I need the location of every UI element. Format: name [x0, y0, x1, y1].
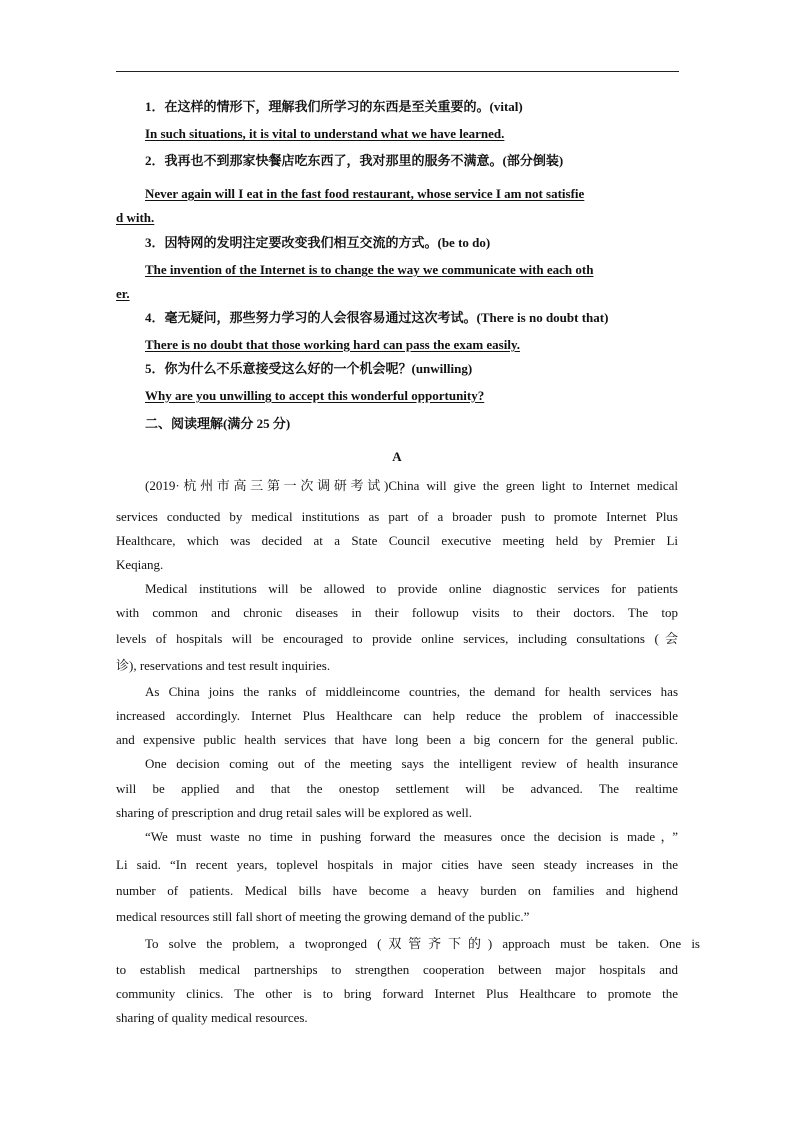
passage-line: Medical institutions will be allowed to provide online diagnostic services for patients — [145, 581, 678, 596]
item-5-question: 5．你为什么不乐意接受这么好的一个机会呢？(unwilling) — [145, 361, 473, 376]
passage-line: increased accordingly. Internet Plus Healthcare can help reduce the problem of inaccessible — [116, 708, 678, 723]
item-3-answer-cont: er. — [116, 286, 130, 301]
passage-label: A — [392, 449, 402, 464]
passage-line: sharing of prescription and drug retail sales will be explored as well. — [116, 805, 472, 820]
item-4-answer: There is no doubt that those working hard can pass the exam easily. — [145, 337, 520, 352]
passage-line: to establish medical partnerships to strengthen cooperation between major hospitals and — [116, 962, 678, 977]
passage-line: (2019·杭州市高三第一次调研考试)China will give the green light to Internet medical — [145, 478, 678, 493]
item-4-question: 4．毫无疑问，那些努力学习的人会很容易通过这次考试。(There is no doubt that) — [145, 310, 609, 325]
item-3-question: 3．因特网的发明注定要改变我们相互交流的方式。(be to do) — [145, 235, 491, 250]
passage-line: To solve the problem, a twopronged (双管齐下的) approach must be taken. One is — [145, 936, 700, 951]
item-2-question: 2．我再也不到那家快餐店吃东西了，我对那里的服务不满意。(部分倒装) — [145, 153, 564, 168]
passage-line: Keqiang. — [116, 557, 164, 572]
item-2-answer: Never again will I eat in the fast food restaurant, whose service I am not satisfie — [145, 186, 585, 201]
passage-line: 诊), reservations and test result inquiries. — [116, 658, 331, 673]
passage-line: “We must waste no time in pushing forward the measures once the decision is made，” — [145, 829, 678, 844]
item-3-answer: The invention of the Internet is to change the way we communicate with each oth — [145, 262, 594, 277]
item-5-answer: Why are you unwilling to accept this wonderful opportunity? — [145, 388, 485, 403]
item-1-question: 1．在这样的情形下，理解我们所学习的东西是至关重要的。(vital) — [145, 99, 523, 114]
passage-line: Li said. “In recent years, toplevel hospitals in major cities have seen steady increases in the — [116, 857, 678, 872]
passage-line: services conducted by medical institutions as part of a broader push to promote Internet Plus — [116, 509, 678, 524]
passage-line: community clinics. The other is to bring forward Internet Plus Healthcare to promote the — [116, 986, 678, 1001]
header-rule — [116, 71, 679, 72]
passage-line: levels of hospitals will be encouraged to provide online services, including consultations (会 — [116, 631, 678, 646]
item-1-answer: In such situations, it is vital to understand what we have learned. — [145, 126, 505, 141]
section-heading: 二、阅读理解(满分 25 分) — [145, 416, 291, 431]
item-2-answer-cont: d with. — [116, 210, 155, 225]
passage-line: number of patients. Medical bills have become a heavy burden on families and highend — [116, 883, 678, 898]
passage-line: with common and chronic diseases in their followup visits to their doctors. The top — [116, 605, 678, 620]
passage-line: will be applied and that the onestop settlement will be advanced. The realtime — [116, 781, 678, 796]
passage-line: Healthcare, which was decided at a State Council executive meeting held by Premier Li — [116, 533, 678, 548]
passage-line: As China joins the ranks of middleincome countries, the demand for health services has — [145, 684, 678, 699]
passage-line: sharing of quality medical resources. — [116, 1010, 308, 1025]
passage-line: medical resources still fall short of meeting the growing demand of the public.” — [116, 909, 530, 924]
passage-line: One decision coming out of the meeting says the intelligent review of health insurance — [145, 756, 678, 771]
passage-line: and expensive public health services that have long been a big concern for the general public. — [116, 732, 678, 747]
